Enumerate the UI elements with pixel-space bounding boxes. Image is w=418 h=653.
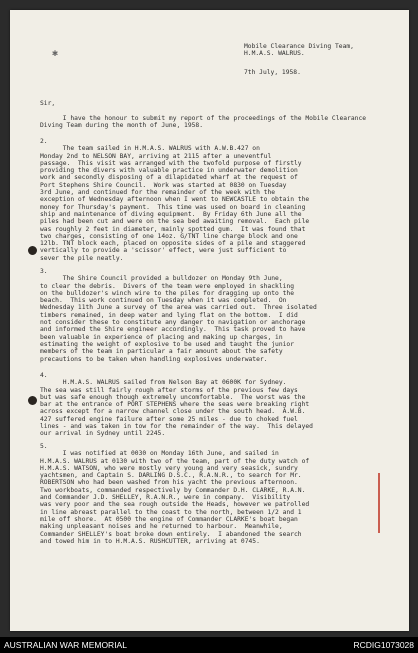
paragraph-text: The Shire Council provided a bulldozer on Monday 9th June, to clear the debris. Divers of the team were employed in shackling on the bulldozer's winch wire to the piles for dragging up onto the beach. This work continued on Tuesday when it was completed. On Wednesday 11th June a survey of the area was carried out. Three isolated timbers remained, in deep water and lying flat on the bottom. I did not consider these to constitute any danger to navigation or anchorage and informed the Shire engineer accordingly. This task proved to have been valuable in experience of placing and making up charges, in estimating the weight of explosive to be used and taught the junior members of the team in particular a fair amount about the safety precautions to be taken when handling explosives underwater. xyxy=(40,275,317,363)
paragraph-number: 5. xyxy=(40,443,48,450)
letter-heading xyxy=(244,43,354,58)
paragraph-number: 2. xyxy=(40,138,48,145)
letter-date: 7th July, 1958. xyxy=(244,69,301,76)
paragraph-text: The team sailed in H.M.A.S. WALRUS with A.W.B.427 on Monday 2nd to NELSON BAY, arriving at 2115 after a uneventful passage. This visit was arranged with the twofold purpose of firstly providing the divers with valuable practice in underwater demolition work and secondly disposing of a dilapidated wharf at the request of Port Stephens Shire Council. Work was started at 0830 on Tuesday 3rd June, and continued for the remainder of the week with the exception of Wednesday afternoon when I went to NEWCASTLE to obtain the money for Thursday's payment. This time was used on board in cleaning ship and maintenance of diving equipment. By Friday 6th June all the piles had been cut and were on the sea bed awaiting removal. Each pile was roughly 2 feet in diameter, mainly spotted gum. It was found that two charges, consisting of one 14oz. G/TNT line charge block and one 12lb. TNT block each, placed on opposite sides of a pile and staggered vertically to provide a 'scissor' effect, were just sufficient to sever the pile neatly. xyxy=(40,145,310,262)
paragraph-3 xyxy=(40,268,372,363)
paragraph-number: 3. xyxy=(40,268,48,275)
salutation: Sir, xyxy=(40,100,56,107)
margin-mark xyxy=(378,473,380,533)
paragraph-5 xyxy=(40,443,372,545)
paragraph-number: 4. xyxy=(40,372,48,379)
punch-hole xyxy=(28,246,37,255)
heading-ship: H.M.A.S. WALRUS. xyxy=(244,50,305,58)
paragraph-4 xyxy=(40,372,372,438)
archive-footer xyxy=(0,637,418,653)
intro-paragraph: I have the honour to submit my report of the proceedings of the Mobile Clearance Diving Team during the month of June, 1958. xyxy=(40,115,370,130)
paragraph-2 xyxy=(40,138,372,262)
pencil-mark: ✱ xyxy=(52,48,59,59)
heading-unit: Mobile Clearance Diving Team, xyxy=(244,43,354,50)
archive-name: AUSTRALIAN WAR MEMORIAL xyxy=(4,640,127,650)
punch-hole xyxy=(28,396,37,405)
paragraph-text: I was notified at 0030 on Monday 16th June, and sailed in H.M.A.S. WALRUS at 0130 with two of the team, part of the duty watch of H.M.A.S. WATSON, who were mostly very young and very seasick, sundry yachtsmen, and Captain S. DARLING D.S.C., R.A.N.R., to search for Mr. ROBERTSON who had been washed from his yacht the previous afternoon. Two workboats, commanded respectively by Commander D.H. CLARKE, R.A.N. and Commander J.D. SHELLEY, R.A.N.R., were in company. Visibility was very poor and the sea rough outside the Heads, however we patrolled in line abreast parallel to the coast to the north, between 1/2 and 1 mile off shore. At 0500 the engine of Commander CLARKE's boat began making unpleasant noises and he returned to harbour. Meanwhile, Commander SHELLEY's boat broke down entirely. I abandoned the search and towed him in to H.M.A.S. RUSHCUTTER, arriving at 0745. xyxy=(40,450,310,545)
paragraph-text: H.M.A.S. WALRUS sailed from Nelson Bay at 0600K for Sydney. The sea was still fairly rough after storms of the previous few days but was safe enough though extremely uncomfortable. The worst was the bar at the entrance of PORT STEPHENS where the seas were breaking right across except for a narrow channel close under the south head. A.W.B. 427 suffered engine failure after some 25 miles - due to choked fuel lines - and was taken in tow for the remainder of the way. This delayed our arrival in Sydney until 2245. xyxy=(40,379,313,438)
record-id: RCDIG1073028 xyxy=(353,640,414,650)
